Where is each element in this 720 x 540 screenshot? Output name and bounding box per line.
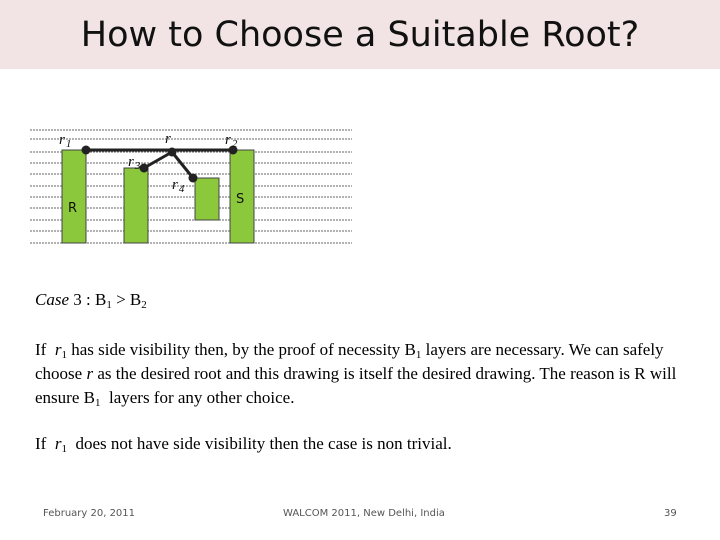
node-r4 bbox=[189, 174, 198, 183]
footer-page-number: 39 bbox=[664, 508, 677, 519]
label-R: R bbox=[68, 201, 78, 216]
footer-conference: WALCOM 2011, New Delhi, India bbox=[283, 508, 445, 519]
node-r1 bbox=[82, 146, 91, 155]
block-R bbox=[62, 150, 86, 243]
label-r: r bbox=[165, 131, 171, 147]
paragraph-side-visibility: If $r_1$ has side visibility then, by the proof of necessity $B_1$ layers are necessary. We can safely choose r as the desired root and this drawing is itself the desired drawing. The reason is R will ensure $B_1$ layers for any other choice. bbox=[35, 340, 677, 409]
footer-date: February 20, 2011 bbox=[43, 508, 136, 519]
node-r3 bbox=[140, 164, 149, 173]
label-S: S bbox=[236, 192, 245, 207]
case-line: Case 3 : $B_1 > B_2$ bbox=[35, 290, 147, 311]
slide-title: How to Choose a Suitable Root? bbox=[80, 15, 640, 55]
label-r1: $r_1$ bbox=[59, 132, 72, 150]
label-r3: $r_3$ bbox=[128, 154, 141, 172]
node-r bbox=[168, 148, 177, 157]
label-r2: $r_2$ bbox=[225, 132, 238, 150]
block-r3 bbox=[124, 168, 148, 243]
paragraph-no-side-visibility: If $r_1$ does not have side visibility then the case is non trivial. bbox=[35, 434, 452, 455]
label-r4: $r_4$ bbox=[172, 177, 185, 195]
block-r4 bbox=[195, 178, 219, 220]
